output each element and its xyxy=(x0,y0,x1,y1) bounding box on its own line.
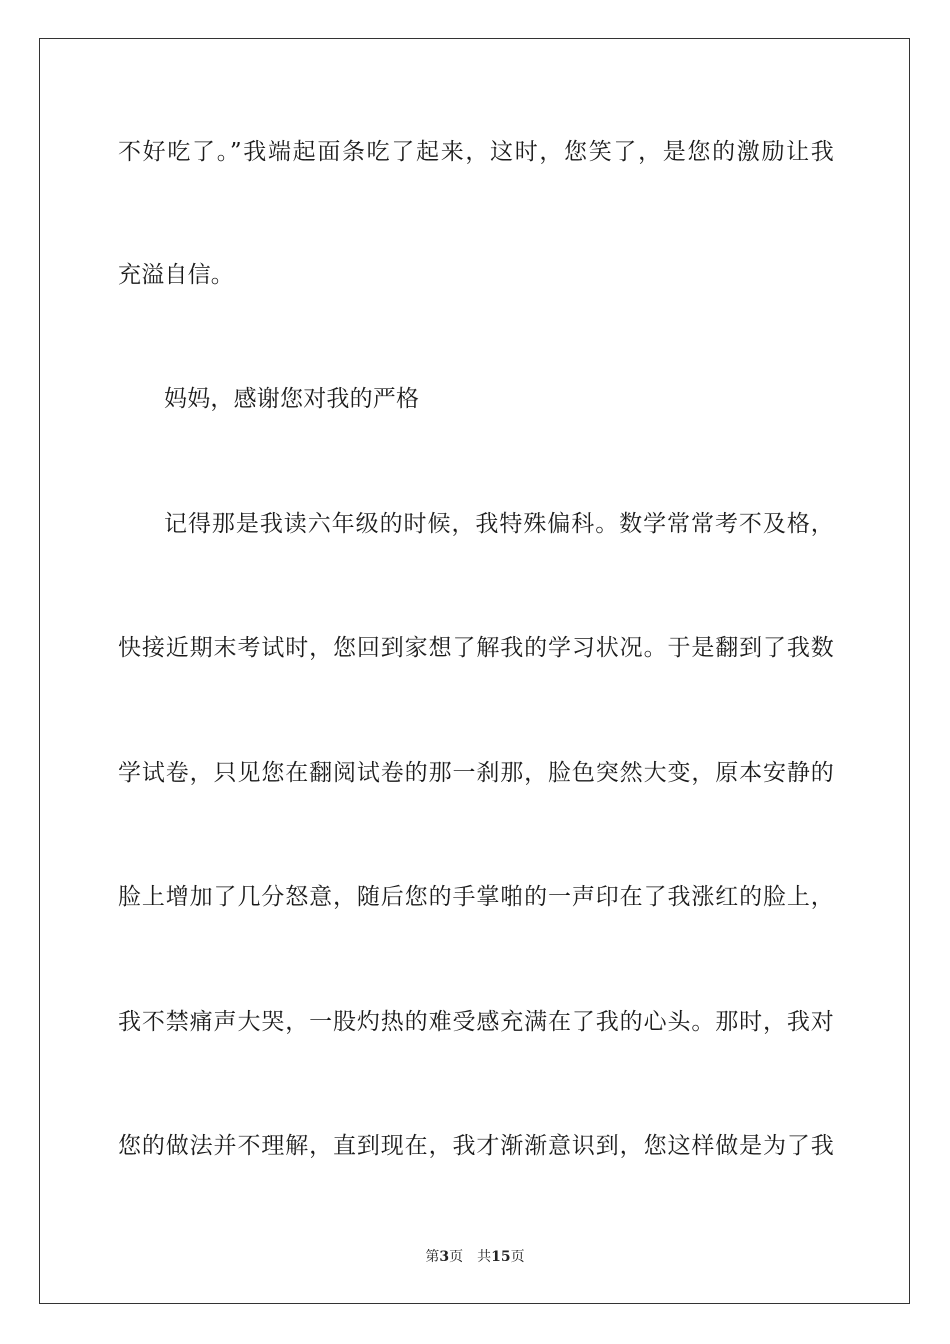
page-border xyxy=(39,38,910,1304)
body-line-2: 充溢自信。 xyxy=(118,262,234,288)
body-line-8: 我不禁痛声大哭，一股灼热的难受感充满在了我的心头。那时，我对 xyxy=(118,1009,834,1035)
page-footer xyxy=(0,1248,950,1266)
body-line-7: 脸上增加了几分怒意，随后您的手掌啪的一声印在了我涨红的脸上， xyxy=(118,884,834,910)
footer-current-page: 3 xyxy=(439,1249,450,1265)
footer-page-prefix: 第 xyxy=(425,1249,440,1265)
body-line-9: 您的做法并不理解，直到现在，我才渐渐意识到，您这样做是为了我 xyxy=(118,1133,834,1159)
section-heading: 妈妈，感谢您对我的严格 xyxy=(164,386,420,412)
footer-total-pages: 15 xyxy=(491,1249,511,1265)
body-line-6: 学试卷，只见您在翻阅试卷的那一刹那，脸色突然大变，原本安静的 xyxy=(118,760,834,786)
body-line-1: 不好吃了。”我端起面条吃了起来，这时，您笑了，是您的激励让我 xyxy=(118,139,834,165)
footer-page-suffix: 页 xyxy=(449,1249,464,1265)
footer-total-suffix: 页 xyxy=(510,1249,525,1265)
body-line-4: 记得那是我读六年级的时候，我特殊偏科。数学常常考不及格， xyxy=(164,511,834,537)
body-line-5: 快接近期末考试时，您回到家想了解我的学习状况。于是翻到了我数 xyxy=(118,635,834,661)
footer-total-prefix: 共 xyxy=(477,1249,492,1265)
